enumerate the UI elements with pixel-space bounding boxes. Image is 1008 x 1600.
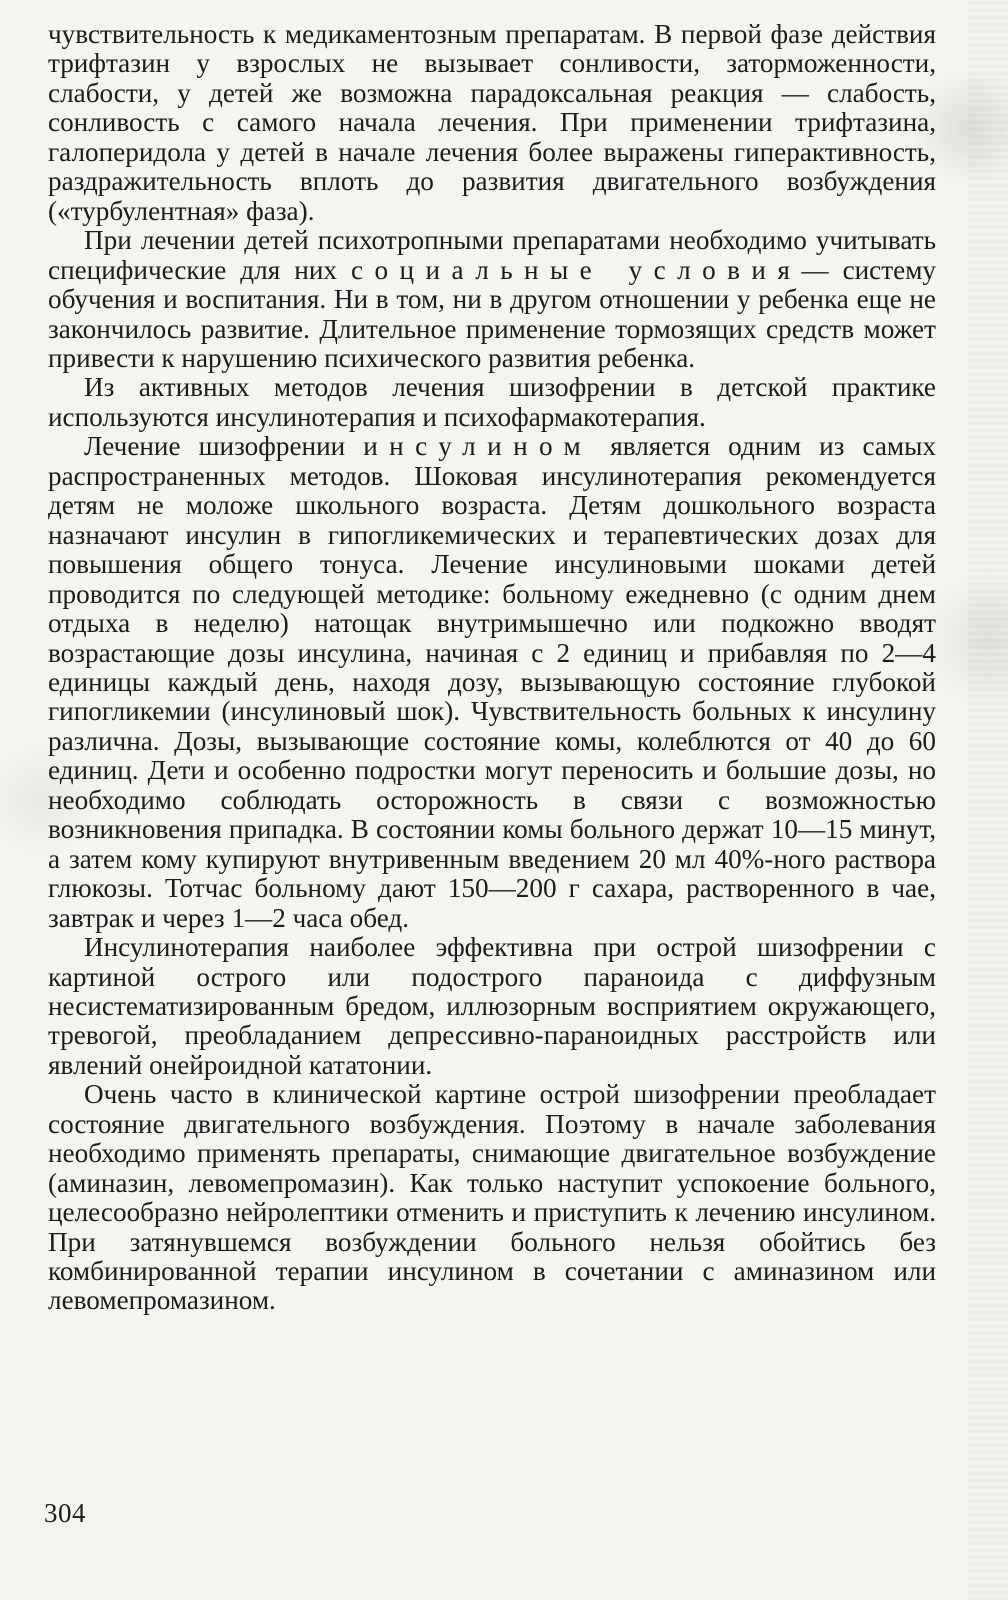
paragraph-1: чувствительность к медикаментозным препаратам. В первой фазе действия трифтазин у взрослых не вызывает сонливости, заторможенности, слабости, у детей же возможна парадоксальная реакция — слабость, сонливость с самого начала лечения. При применении трифтазина, галоперидола у детей в начале лечения более выражены гиперактивность, раздражительность вплоть до развития двигательного возбуждения («турбулентная» фаза). [48,19,936,226]
scan-edge-noise [968,0,1008,1600]
body-text [48,20,936,1316]
page-number: 304 [44,1498,86,1528]
paragraph-3: Из активных методов лечения шизофрении в детской практике используются инсулинотерапия и психофармакотерапия. [48,372,936,432]
paragraph-2-text-before: При лечении детей психотропными препаратами необходимо учитывать специфические для них [48,225,936,285]
paragraph-5: Инсулинотерапия наиболее эффективна при острой шизофрении с картиной острого или подострого параноида с диффузным несистематизированным бредом, иллюзорным восприятием окружающего, тревогой, преобладанием депрессивно-параноидных расстройств или явлений онейроидной кататонии. [48,932,936,1080]
paragraph-2-spaced-term: социальные условия [351,254,802,285]
paragraph-4-spaced-term: инсулином [363,431,593,462]
paragraph-2-text-after: — систему обучения и воспитания. Ни в том, ни в другом отношении у ребенка еще не закончилось развитие. Длительное применение тормозящих средств может привести к нарушению психического развития ребенка. [48,254,936,373]
paragraph-4 [48,432,936,933]
paragraph-4-text-before: Лечение шизофрении [84,431,364,462]
paragraph-4-text-after: является одним из самых распространенных методов. Шоковая инсулинотерапия рекомендуется детям не моложе школьного возраста. Детям дошкольного возраста назначают инсулин в гипогликемических и терапевтических дозах для повышения общего тонуса. Лечение инсулиновыми шоками детей проводится по следующей методике: больному ежедневно (с одним днем отдыха в неделю) натощак внутримышечно или подкожно вводят возрастающие дозы инсулина, начиная с 2 единиц и прибавляя по 2—4 единицы каждый день, находя дозу, вызывающую состояние глубокой гипогликемии (инсулиновый шок). Чувствительность больных к инсулину различна. Дозы, вызывающие состояние комы, колеблются от 40 до 60 единиц. Дети и особенно подростки могут переносить и большие дозы, но необходимо соблюдать осторожность в связи с возможностью возникновения припадка. В состоянии комы больного держат 10—15 минут, а затем кому купируют внутривенным введением 20 мл 40%-ного раствора глюкозы. Тотчас больному дают 150—200 г сахара, растворенного в чае, завтрак и через 1—2 часа обед. [48,431,936,933]
paragraph-2 [48,226,936,373]
paragraph-6: Очень часто в клинической картине острой шизофрении преобладает состояние двигательного возбуждения. Поэтому в начале заболевания необходимо применять препараты, снимающие двигательное возбуждение (аминазин, левомепромазин). Как только наступит успокоение больного, целесообразно нейролептики отменить и приступить к лечению инсулином. При затянувшемся возбуждении больного нельзя обойтись без комбинированной терапии инсулином в сочетании с аминазином или левомепромазином. [48,1079,936,1316]
